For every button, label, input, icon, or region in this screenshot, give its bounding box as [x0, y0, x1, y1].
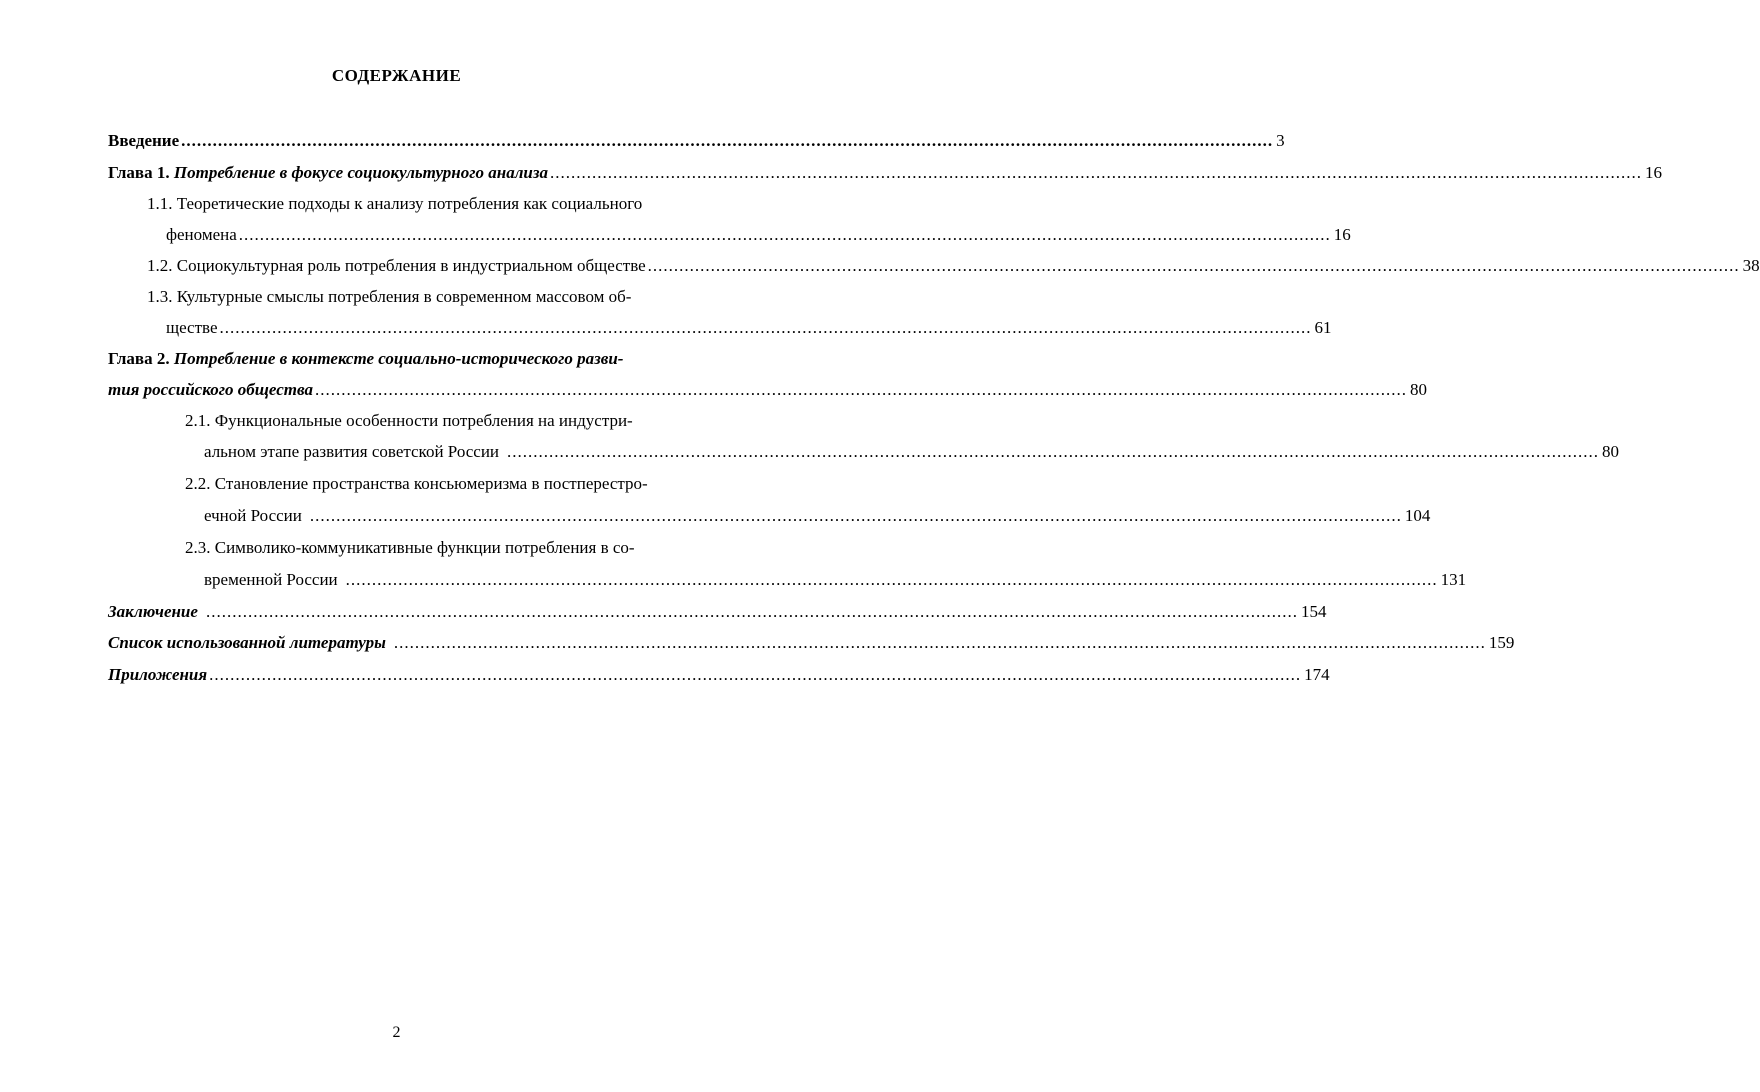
- toc-1-1-page: 16: [1333, 225, 1351, 244]
- toc-entry-conclusion[interactable]: [108, 599, 1327, 625]
- toc-appendix-label: Приложения: [108, 665, 208, 684]
- toc-entry-1-2[interactable]: [147, 253, 1760, 279]
- toc-entry-2-3[interactable]: [204, 567, 1467, 593]
- toc-ch1-page: 16: [1645, 163, 1663, 182]
- toc-ch1-prefix: Глава 1.: [108, 163, 174, 182]
- toc-entry-references[interactable]: [108, 630, 1515, 656]
- toc-1-3-line2: ществе: [166, 318, 218, 337]
- toc-entry-1-3[interactable]: [166, 315, 1332, 341]
- toc-leader-dots: ................................................................................................................................................................................................................: [309, 506, 1402, 525]
- toc-leader-dots: ................................................................................................................................................................................................................: [550, 163, 1643, 182]
- toc-1-2-label: 1.2. Социокультурная роль потребления в индустриальном обществе: [147, 256, 646, 275]
- toc-references-page: 159: [1488, 633, 1515, 652]
- toc-1-3-page: 61: [1314, 318, 1332, 337]
- page-title: СОДЕРЖАНИЕ: [331, 66, 462, 85]
- toc-leader-dots: ................................................................................................................................................................................................................: [647, 256, 1740, 275]
- toc-entry-intro[interactable]: [108, 128, 1285, 154]
- toc-entry-1-1-line1[interactable]: 1.1. Теоретические подходы к анализу потребления как социального: [147, 194, 643, 213]
- toc-entry-2-2[interactable]: [204, 503, 1431, 529]
- toc-leader-dots: ................................................................................................................................................................................................................: [181, 131, 1274, 150]
- toc-ch2-title-line1: Потребление в контексте социально-исторического разви-: [173, 349, 624, 368]
- toc-leader-dots: ................................................................................................................................................................................................................: [209, 665, 1302, 684]
- toc-entry-2-1[interactable]: [204, 439, 1620, 465]
- toc-entry-chapter-2-line1[interactable]: [108, 346, 623, 372]
- toc-leader-dots: ................................................................................................................................................................................................................: [314, 380, 1407, 399]
- toc-1-1-line2: феномена: [166, 225, 237, 244]
- toc-entry-2-2-line1[interactable]: 2.2. Становление пространства консьюмеризма в постперестро-: [185, 474, 648, 493]
- toc-references-label: Список использованной литературы: [108, 633, 386, 652]
- toc-entry-2-1-line1[interactable]: 2.1. Функциональные особенности потребления на индустри-: [185, 411, 633, 430]
- toc-appendix-page: 174: [1304, 665, 1330, 684]
- toc-entry-chapter-1[interactable]: [108, 160, 1663, 186]
- toc-2-3-page: 131: [1440, 570, 1467, 589]
- toc-intro-label: Введение: [108, 131, 180, 150]
- toc-2-2-line2: ечной России: [204, 506, 302, 525]
- toc-ch2-page: 80: [1409, 380, 1427, 399]
- page-number: 2: [392, 1024, 401, 1041]
- toc-leader-dots: ................................................................................................................................................................................................................: [345, 570, 1438, 589]
- toc-ch2-title-line2: тия российского общества: [108, 380, 313, 399]
- toc-ch2-prefix: Глава 2.: [108, 349, 174, 368]
- toc-ch1-title: Потребление в фокусе социокультурного анализа: [173, 163, 549, 182]
- toc-intro-page: 3: [1276, 131, 1285, 150]
- toc-entry-chapter-2[interactable]: [108, 377, 1427, 403]
- toc-1-2-page: 38: [1742, 256, 1760, 275]
- toc-2-2-page: 104: [1404, 506, 1431, 525]
- toc-conclusion-label: Заключение: [108, 602, 198, 621]
- toc-2-1-page: 80: [1602, 442, 1620, 461]
- toc-entry-2-3-line1[interactable]: 2.3. Символико-коммуникативные функции потребления в со-: [185, 538, 635, 557]
- toc-leader-dots: ................................................................................................................................................................................................................: [507, 442, 1600, 461]
- toc-leader-dots: ................................................................................................................................................................................................................: [219, 318, 1312, 337]
- toc-2-3-line2: временной России: [204, 570, 338, 589]
- toc-entry-appendix[interactable]: [108, 662, 1330, 688]
- toc-entry-1-1[interactable]: [166, 222, 1351, 248]
- toc-leader-dots: ................................................................................................................................................................................................................: [393, 633, 1486, 652]
- toc-leader-dots: ................................................................................................................................................................................................................: [205, 602, 1298, 621]
- toc-conclusion-page: 154: [1300, 602, 1327, 621]
- toc-entry-1-3-line1[interactable]: 1.3. Культурные смыслы потребления в современном массовом об-: [147, 287, 632, 306]
- toc-leader-dots: ................................................................................................................................................................................................................: [238, 225, 1331, 244]
- toc-2-1-line2: альном этапе развития советской России: [204, 442, 500, 461]
